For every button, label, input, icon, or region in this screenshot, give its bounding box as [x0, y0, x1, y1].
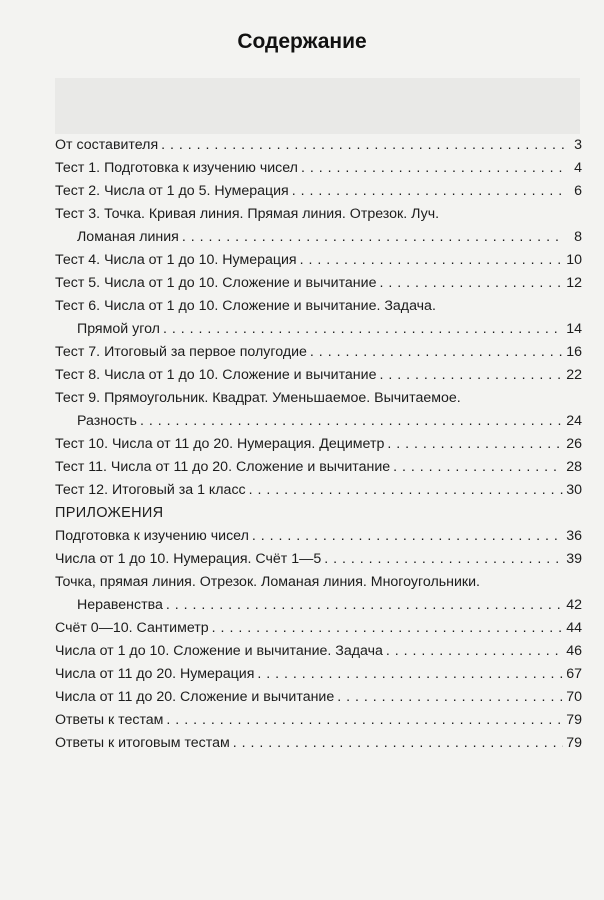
- toc-line: [55, 318, 582, 341]
- toc-entry: [55, 479, 582, 502]
- toc-entry-title: Числа от 11 до 20. Сложение и вычитание: [55, 689, 335, 705]
- toc-entry: [55, 525, 582, 548]
- toc-entry-title: От составителя: [55, 137, 159, 153]
- dot-leader: [324, 548, 563, 571]
- dot-leader: [292, 180, 565, 203]
- toc-entry-title: Разность: [77, 413, 137, 429]
- toc-entry: [55, 433, 582, 456]
- toc-entry: [55, 134, 582, 157]
- toc-entry: [55, 341, 582, 364]
- toc-page-number: 8: [574, 229, 582, 245]
- toc-entry-title: Тест 9. Прямоугольник. Квадрат. Уменьшаемое. Вычитаемое.: [55, 390, 461, 406]
- dot-leader: [182, 226, 565, 249]
- toc-page-number: 4: [574, 160, 582, 176]
- toc-line: [55, 364, 582, 387]
- toc-entry: [55, 709, 582, 732]
- toc-page-number: 14: [566, 321, 582, 337]
- toc-page-number: 44: [566, 620, 582, 636]
- toc-line: [55, 525, 582, 548]
- dot-leader: [300, 249, 564, 272]
- toc-line: [55, 387, 582, 410]
- toc-entry-title: Тест 8. Числа от 1 до 10. Сложение и вычитание: [55, 367, 377, 383]
- dot-leader: [379, 364, 563, 387]
- toc-page-number: 79: [566, 735, 582, 751]
- dot-leader: [379, 272, 563, 295]
- dot-leader: [166, 594, 563, 617]
- toc-entry-title: Тест 7. Итоговый за первое полугодие: [55, 344, 307, 360]
- toc-page-number: 67: [566, 666, 582, 682]
- toc-page-number: 26: [566, 436, 582, 452]
- toc-line: [55, 479, 582, 502]
- toc-entry: [55, 732, 582, 755]
- dot-leader: [387, 433, 563, 456]
- toc-line: [55, 456, 582, 479]
- dot-leader: [301, 157, 565, 180]
- toc-line: [55, 686, 582, 709]
- toc-entry-title: Тест 11. Числа от 11 до 20. Сложение и вычитание: [55, 459, 391, 475]
- dot-leader: [163, 318, 563, 341]
- toc-line: [55, 341, 582, 364]
- toc-entry: [55, 272, 582, 295]
- toc-page-number: 42: [566, 597, 582, 613]
- toc-entry: [55, 364, 582, 387]
- dot-leader: [166, 709, 563, 732]
- toc-entry-title: Тест 6. Числа от 1 до 10. Сложение и вычитание. Задача.: [55, 298, 436, 314]
- toc-page-number: 28: [566, 459, 582, 475]
- toc-line: [55, 571, 582, 594]
- toc-entry: [55, 571, 582, 617]
- dot-leader: [386, 640, 563, 663]
- toc-entry-title: Тест 4. Числа от 1 до 10. Нумерация: [55, 252, 297, 268]
- toc-entry: [55, 548, 582, 571]
- tests-list: [55, 134, 582, 502]
- toc-line: [55, 732, 582, 755]
- toc-page-number: 46: [566, 643, 582, 659]
- toc-entry-title: Числа от 1 до 10. Нумерация. Счёт 1—5: [55, 551, 322, 567]
- appendix-heading: ПРИЛОЖЕНИЯ: [55, 505, 164, 521]
- toc-line: [55, 594, 582, 617]
- toc-line: [55, 663, 582, 686]
- toc-entry-title: Ломаная линия: [77, 229, 179, 245]
- toc-page-number: 12: [566, 275, 582, 291]
- toc-entry: [55, 663, 582, 686]
- toc-line: [55, 709, 582, 732]
- toc-entry-title: Тест 2. Числа от 1 до 5. Нумерация: [55, 183, 289, 199]
- toc-line: [55, 157, 582, 180]
- toc-entry-title: Неравенства: [77, 597, 163, 613]
- toc-entry-title: Тест 3. Точка. Кривая линия. Прямая линия. Отрезок. Луч.: [55, 206, 440, 222]
- toc-page-number: 79: [566, 712, 582, 728]
- dot-leader: [212, 617, 564, 640]
- toc-page-number: 3: [574, 137, 582, 153]
- toc-entry-title: Точка, прямая линия. Отрезок. Ломаная линия. Многоугольники.: [55, 574, 480, 590]
- toc-entry-title: Прямой угол: [77, 321, 160, 337]
- toc-line: [55, 249, 582, 272]
- toc-page-number: 10: [566, 252, 582, 268]
- toc-entry: [55, 249, 582, 272]
- toc-entry-title: Тест 5. Числа от 1 до 10. Сложение и вычитание: [55, 275, 377, 291]
- toc-entry-title: Подготовка к изучению чисел: [55, 528, 249, 544]
- dot-leader: [233, 732, 563, 755]
- toc-line: [55, 640, 582, 663]
- toc-line: [55, 180, 582, 203]
- toc-page-number: 70: [566, 689, 582, 705]
- toc-line: [55, 272, 582, 295]
- toc-line: [55, 134, 582, 157]
- toc-page-number: 24: [566, 413, 582, 429]
- toc-entry: [55, 640, 582, 663]
- toc-entry: [55, 180, 582, 203]
- toc-entry-title: Тест 10. Числа от 11 до 20. Нумерация. Дециметр: [55, 436, 385, 452]
- dot-leader: [140, 410, 563, 433]
- toc-page-number: 36: [566, 528, 582, 544]
- toc-entry: [55, 456, 582, 479]
- toc-entry-title: Ответы к итоговым тестам: [55, 735, 230, 751]
- toc-entry-title: Тест 1. Подготовка к изучению чисел: [55, 160, 298, 176]
- dot-leader: [337, 686, 563, 709]
- toc-line: [55, 617, 582, 640]
- dot-leader: [393, 456, 563, 479]
- toc-line: [55, 226, 582, 249]
- toc-page-number: 39: [566, 551, 582, 567]
- toc-line: [55, 295, 582, 318]
- dot-leader: [252, 525, 563, 548]
- page-title: Содержание: [237, 30, 367, 53]
- toc-line: [55, 433, 582, 456]
- toc-entry-title: Ответы к тестам: [55, 712, 164, 728]
- toc-entry: [55, 157, 582, 180]
- dot-leader: [249, 479, 564, 502]
- toc-line: [55, 548, 582, 571]
- bleed-through-shading: [55, 78, 580, 134]
- toc-page-number: 30: [566, 482, 582, 498]
- appendix-list: [55, 525, 582, 755]
- toc-line: [55, 410, 582, 433]
- toc-page-number: 6: [574, 183, 582, 199]
- toc-page-number: 22: [566, 367, 582, 383]
- toc-entry: [55, 387, 582, 433]
- toc-entry: [55, 686, 582, 709]
- dot-leader: [257, 663, 563, 686]
- toc-entry-title: Числа от 1 до 10. Сложение и вычитание. Задача: [55, 643, 383, 659]
- toc-entry-title: Тест 12. Итоговый за 1 класс: [55, 482, 246, 498]
- toc-entry: [55, 295, 582, 341]
- dot-leader: [310, 341, 563, 364]
- toc-entry: [55, 617, 582, 640]
- toc-entry-title: Числа от 11 до 20. Нумерация: [55, 666, 255, 682]
- toc-page-number: 16: [566, 344, 582, 360]
- toc-entry-title: Счёт 0—10. Сантиметр: [55, 620, 209, 636]
- toc-line: [55, 203, 582, 226]
- table-of-contents: [55, 134, 582, 755]
- dot-leader: [161, 134, 565, 157]
- toc-entry: [55, 203, 582, 249]
